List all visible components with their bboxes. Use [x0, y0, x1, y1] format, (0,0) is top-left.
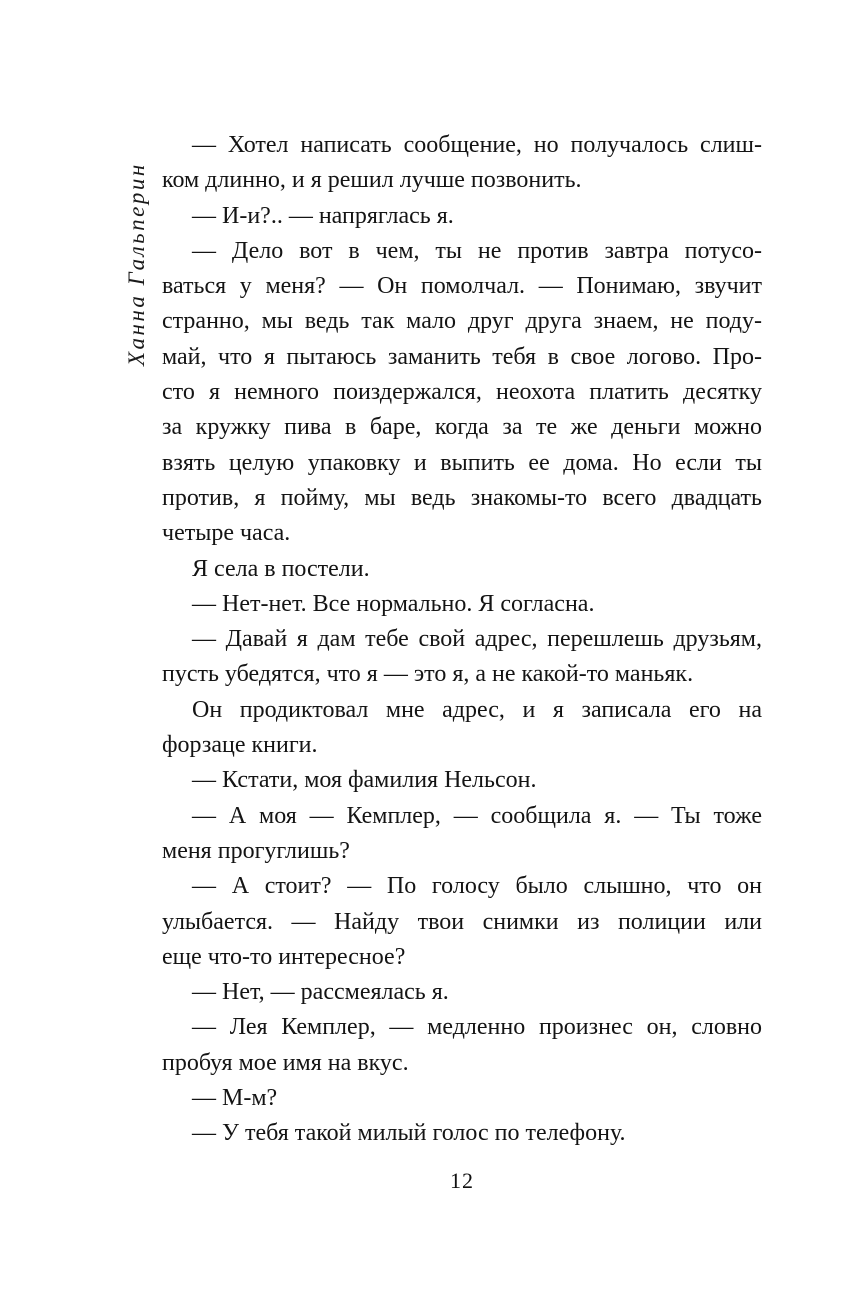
- text-line: май, что я пытаюсь заманить тебя в свое логово. Про-: [162, 343, 762, 370]
- text-line: еще что-то интересное?: [162, 943, 406, 970]
- text-line: сто я немного поиздержался, неохота платить десятку: [162, 379, 762, 406]
- text-line: форзаце книги.: [162, 732, 318, 759]
- body-text: [162, 128, 762, 1152]
- text-line: меня прогуглишь?: [162, 837, 350, 864]
- text-line: взять целую упаковку и выпить ее дома. Но если ты: [162, 449, 762, 476]
- text-line: — А стоит? — По голосу было слышно, что он: [192, 873, 762, 900]
- text-line: — И-и?.. — напряглась я.: [192, 202, 454, 229]
- text-line: четыре часа.: [162, 520, 291, 547]
- text-line: Я села в постели.: [192, 555, 370, 582]
- text-line: — Лея Кемплер, — медленно произнес он, словно: [192, 1014, 762, 1041]
- text-line: ком длинно, и я решил лучше позвонить.: [162, 167, 582, 194]
- page-number: 12: [450, 1168, 474, 1193]
- text-line: улыбается. — Найду твои снимки из полиции или: [162, 908, 762, 935]
- text-line: — Нет-нет. Все нормально. Я согласна.: [192, 590, 595, 617]
- text-line: — Давай я дам тебе свой адрес, перешлешь друзьям,: [192, 626, 762, 653]
- text-line: против, я пойму, мы ведь знакомы-то всего двадцать: [162, 484, 762, 511]
- text-line: — У тебя такой милый голос по телефону.: [192, 1120, 626, 1147]
- text-line: Он продиктовал мне адрес, и я записала его на: [192, 696, 762, 723]
- text-line: — Хотел написать сообщение, но получалось слиш-: [192, 132, 762, 158]
- text-line: пусть убедятся, что я — это я, а не какой-то маньяк.: [162, 661, 694, 688]
- text-line: странно, мы ведь так мало друг друга знаем, не поду-: [162, 308, 762, 335]
- text-line: — Нет, — рассмеялась я.: [192, 979, 449, 1006]
- text-line: за кружку пива в баре, когда за те же деньги можно: [162, 414, 762, 441]
- text-line: пробуя мое имя на вкус.: [162, 1049, 409, 1076]
- text-line: — А моя — Кемплер, — сообщила я. — Ты тоже: [192, 802, 762, 829]
- text-line: ваться у меня? — Он помолчал. — Понимаю, звучит: [162, 273, 762, 300]
- text-line: — М-м?: [192, 1085, 278, 1112]
- margin-author-name: Ханна Гальперин: [124, 162, 149, 366]
- text-line: — Кстати, моя фамилия Нельсон.: [192, 767, 537, 794]
- text-line: — Дело вот в чем, ты не против завтра потусо-: [192, 237, 762, 264]
